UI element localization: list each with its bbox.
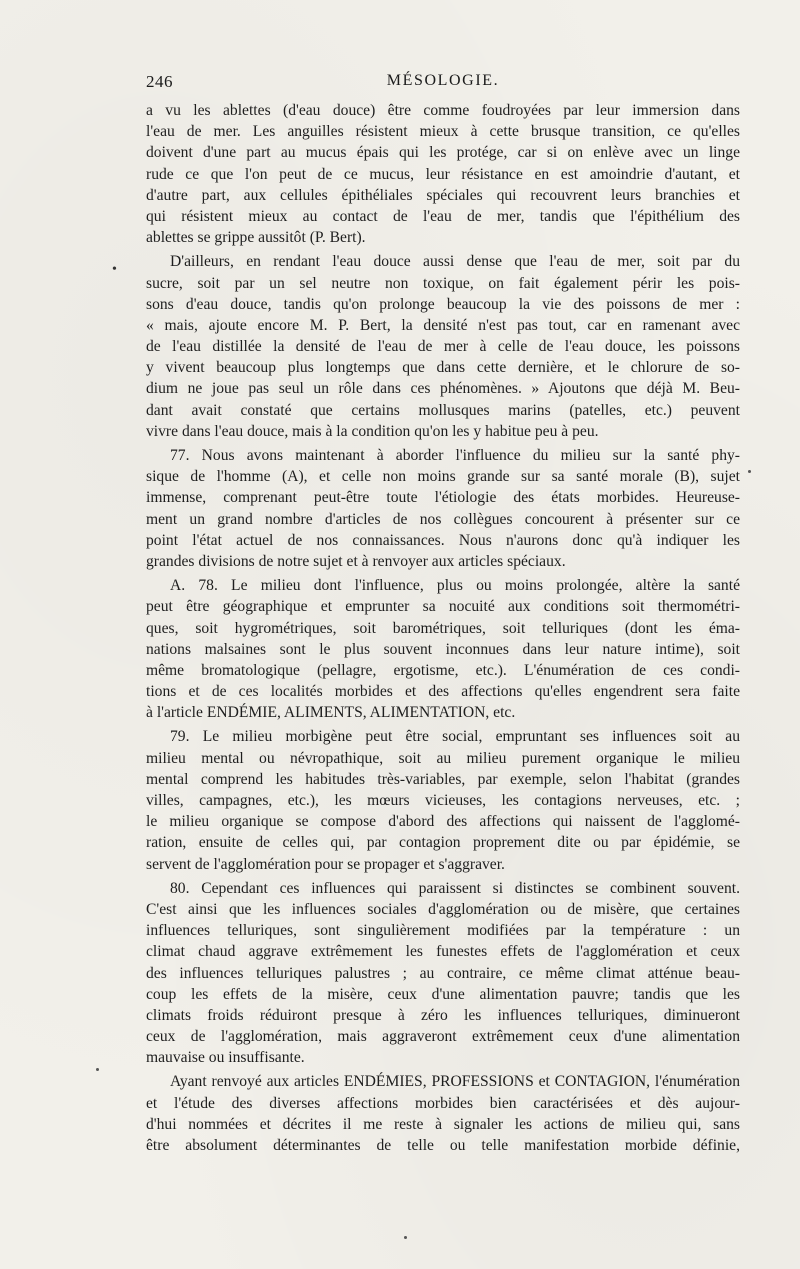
text-line: « mais, ajoute encore M. P. Bert, la densité n'est pas tout, car en ramenant avec	[146, 316, 740, 334]
text-line: même bromatologique (pellagre, ergotisme, etc.). L'énumération de ces condi-	[146, 661, 740, 679]
right-margin-speck	[748, 470, 751, 473]
text-line: milieu mental ou névropathique, soit au milieu purement organique le milieu	[146, 749, 740, 767]
text-line: mauvaise ou insuffisante.	[146, 1049, 305, 1067]
margin-dot-mark: •	[112, 262, 117, 277]
page-number: 246	[146, 72, 173, 91]
text-line: de l'eau distillée la densité de l'eau de mer à celle de l'eau douce, les poissons	[146, 338, 740, 356]
text-line: 79. Le milieu morbigène peut être social, empruntant ses influences soit au	[170, 728, 740, 746]
text-line: d'hui nommées et décrites il me reste à signaler les actions de milieu qui, sans	[146, 1115, 740, 1133]
text-line: 80. Cependant ces influences qui paraissent si distinctes se combinent souvent.	[170, 879, 740, 897]
text-line: a vu les ablettes (d'eau douce) être comme foudroyées par leur immersion dans	[146, 102, 740, 119]
text-line: villes, campagnes, etc.), les mœurs vicieuses, les contagions nerveuses, etc. ;	[146, 792, 740, 809]
text-line: y vivent beaucoup plus longtemps que dans cette dernière, et le chlorure de so-	[146, 359, 740, 377]
text-line: qui résistent mieux au contact de l'eau de mer, tandis que l'épithélium des	[146, 207, 740, 225]
text-line: dant avait constaté que certains mollusques marins (patelles, etc.) peuvent	[146, 401, 740, 419]
text-line: dium ne joue pas seul un rôle dans ces phénomènes. » Ajoutons que déjà M. Beu-	[146, 380, 740, 398]
text-line: 77. Nous avons maintenant à aborder l'influence du milieu sur la santé phy-	[170, 447, 740, 464]
text-line: Ayant renvoyé aux articles ENDÉMIES, PROFESSIONS et CONTAGION, l'énumération	[170, 1073, 740, 1091]
text-line: sique de l'homme (A), et celle non moins grande sur sa santé morale (B), sujet	[146, 468, 740, 486]
text-line: D'ailleurs, en rendant l'eau douce aussi dense que l'eau de mer, soit par du	[170, 253, 740, 271]
margin-speck	[96, 1068, 99, 1071]
text-line: doivent d'une part au mucus épais qui les protége, car si on enlève avec un linge	[146, 144, 740, 162]
text-line: influences telluriques, sont singulièrement modifiées par la température : un	[146, 922, 740, 940]
text-line: d'autre part, aux cellules épithéliales spéciales qui recouvrent leurs branchies et	[146, 186, 740, 204]
bottom-speck	[404, 1236, 407, 1239]
text-line: A. 78. Le milieu dont l'influence, plus ou moins prolongée, altère la santé	[170, 577, 740, 595]
text-line: sucre, soit par un sel neutre non toxique, on fait également périr les pois-	[146, 274, 740, 292]
text-line: nations malsaines sont le plus souvent inconnues dans leur nature intime), soit	[146, 640, 740, 658]
text-line: C'est ainsi que les influences sociales d'agglomération ou de misère, que certaines	[146, 900, 740, 918]
text-line: vivre dans l'eau douce, mais à la condition qu'on les y habitue peu à peu.	[146, 422, 599, 440]
text-line: grandes divisions de notre sujet et à renvoyer aux articles spéciaux.	[146, 552, 566, 570]
text-line: ques, soit hygrométriques, soit barométriques, soit telluriques (dont les éma-	[146, 619, 740, 637]
text-line: être absolument déterminantes de telle ou telle manifestation morbide définie,	[146, 1137, 740, 1154]
text-line: des influences telluriques palustres ; au contraire, ce même climat atténue beau-	[146, 964, 740, 982]
text-line: ment un grand nombre d'articles de nos collègues concourent à présenter sur ce	[146, 510, 740, 528]
text-line: climats froids réduiront presque à zéro les influences telluriques, diminueront	[146, 1006, 740, 1024]
text-line: coup les effets de la misère, ceux d'une alimentation pauvre; tandis que les	[146, 985, 740, 1003]
text-line: le milieu organique se compose d'abord des affections qui naissent de l'agglomé-	[146, 813, 740, 831]
text-line: peut être géographique et emprunter sa nocuité aux conditions soit thermométri-	[146, 598, 740, 616]
text-line: sons d'eau douce, tandis qu'on prolonge beaucoup la vie des poissons de mer :	[146, 295, 740, 313]
body-text	[146, 100, 740, 1156]
text-line: mental comprend les habitudes très-variables, par exemple, selon l'habitat (grandes	[146, 770, 740, 788]
text-line: ration, ensuite de celles qui, par contagion proprement dite ou par épidémie, se	[146, 834, 740, 852]
text-line: ablettes se grippe aussitôt (P. Bert).	[146, 229, 366, 247]
text-line: climat chaud aggrave extrêmement les funestes effets de l'agglomération et ceux	[146, 943, 740, 961]
text-line: immense, comprenant peut-être toute l'étiologie des états morbides. Heureuse-	[146, 489, 740, 507]
text-line: servent de l'agglomération pour se propager et s'aggraver.	[146, 855, 505, 873]
text-line: tions et de ces localités morbides et des affections qu'elles engendrent sera faite	[146, 683, 740, 701]
text-line: à l'article ENDÉMIE, ALIMENTS, ALIMENTATION, etc.	[146, 704, 516, 722]
text-line: l'eau de mer. Les anguilles résistent mieux à cette brusque transition, ce qu'elles	[146, 123, 740, 141]
text-line: rude ce que l'on peut de ce mucus, leur résistance en est amoindrie d'autant, et	[146, 165, 740, 183]
page-header	[146, 72, 740, 98]
text-line: et l'étude des diverses affections morbides bien caractérisées et dès aujour-	[146, 1094, 740, 1112]
text-line: ceux de l'agglomération, mais aggraveront extrêmement ceux d'une alimentation	[146, 1028, 740, 1046]
text-line: point l'état actuel de nos connaissances. Nous n'aurons donc qu'à indiquer les	[146, 531, 740, 549]
running-head: MÉSOLOGIE.	[386, 72, 500, 89]
